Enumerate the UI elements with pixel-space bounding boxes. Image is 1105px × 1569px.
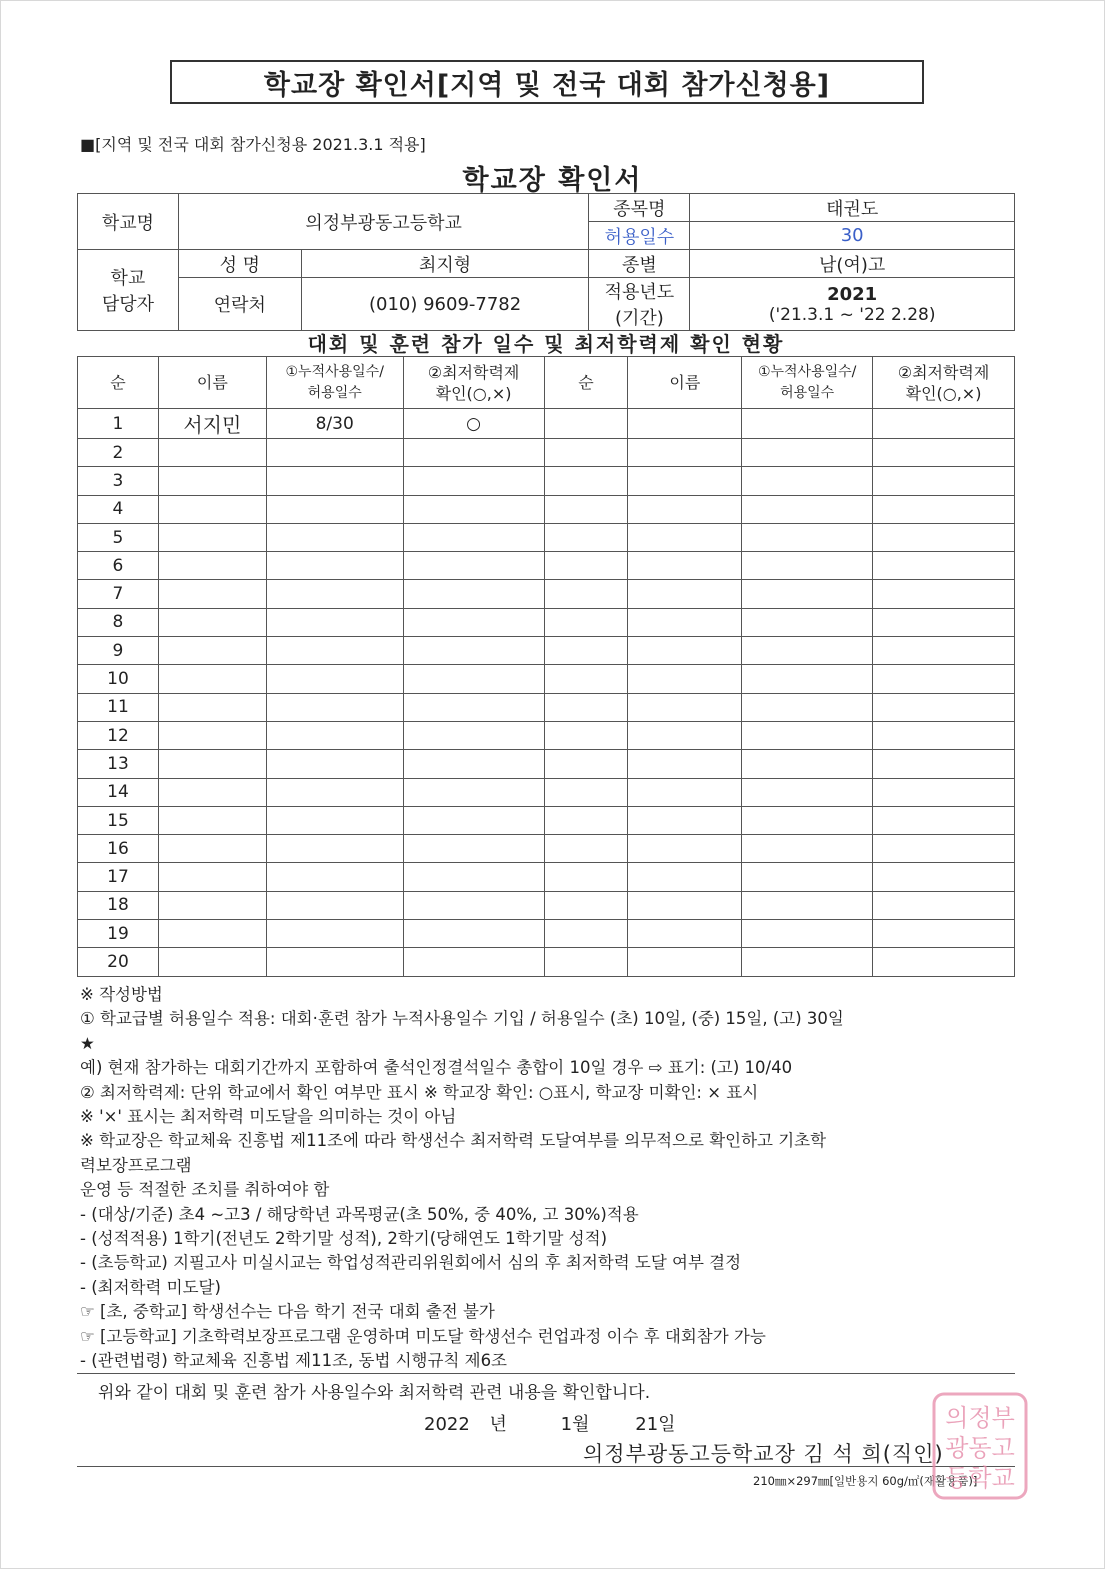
row-academic-check-right [873,552,1015,580]
col-academic-left [403,357,544,409]
period-value: ('21.3.1 ~ '22 2.28) [768,304,936,325]
row-number-right [544,439,628,467]
table-row [78,920,1015,948]
row-number: 19 [78,920,159,948]
row-days-right [742,637,873,665]
row-days [266,750,403,778]
row-days-right [742,439,873,467]
row-name [158,750,266,778]
row-number: 9 [78,637,159,665]
row-number-right [544,948,628,976]
row-name [158,920,266,948]
row-days-right [742,495,873,523]
row-number-right [544,523,628,551]
row-number-right [544,721,628,749]
manager-label-line1: 학교 [110,268,146,289]
col-days-left [266,357,403,409]
instruction-line: 운영 등 적절한 조치를 취하여야 함 [80,1180,330,1200]
allowed-days-label: 허용일수 [589,222,690,250]
row-academic-check [403,721,544,749]
row-number: 4 [78,495,159,523]
row-academic-check-right [873,637,1015,665]
row-academic-check [403,835,544,863]
row-name-right [628,523,742,551]
instruction-line: 예) 현재 참가하는 대회기간까지 포함하여 출석인정결석일수 총합이 10일 경우 ⇨ 표기: (고) 10/40 [80,1058,793,1078]
row-academic-check-right [873,721,1015,749]
table-row [78,439,1015,467]
table-row [78,495,1015,523]
row-number: 6 [78,552,159,580]
row-number: 1 [78,409,159,439]
row-number-right [544,552,628,580]
row-number: 14 [78,778,159,806]
row-number: 10 [78,665,159,693]
row-days [266,580,403,608]
col-name-right: 이름 [628,357,742,409]
row-name [158,523,266,551]
row-academic-check-right [873,750,1015,778]
col-days-right-line1: ①누적사용일수/ [757,363,857,380]
row-academic-check-right [873,495,1015,523]
row-academic-check-right [873,891,1015,919]
table-row [78,467,1015,495]
year-cell [690,278,1015,331]
table-row [78,948,1015,976]
row-days [266,665,403,693]
col-days-left-line2: 허용일수 [307,384,362,401]
row-days-right [742,409,873,439]
row-academic-check [403,778,544,806]
row-academic-check [403,637,544,665]
row-name-right [628,835,742,863]
row-days [266,637,403,665]
row-number: 13 [78,750,159,778]
row-number-right [544,891,628,919]
row-days [266,693,403,721]
signature-date [424,1410,676,1436]
date-year-unit: 년 [489,1414,507,1435]
instruction-line: ② 최저학력제: 단위 학교에서 확인 여부만 표시 ※ 학교장 확인: ○표시, 학교장 미확인: × 표시 [80,1082,759,1102]
row-number: 8 [78,608,159,636]
row-name: 서지민 [158,409,266,439]
row-name-right [628,637,742,665]
row-name [158,608,266,636]
row-academic-check-right [873,608,1015,636]
row-number: 20 [78,948,159,976]
row-days-right [742,665,873,693]
row-number: 12 [78,721,159,749]
contact-value: (010) 9609-7782 [301,278,589,331]
row-days-right [742,608,873,636]
row-number-right [544,778,628,806]
col-days-right-line2: 허용일수 [780,384,835,401]
row-name-right [628,467,742,495]
row-number-right [544,750,628,778]
col-academic-right [873,357,1015,409]
table-row [78,778,1015,806]
row-academic-check-right [873,467,1015,495]
row-name-right [628,693,742,721]
table-row [78,409,1015,439]
table-row [78,693,1015,721]
row-name [158,693,266,721]
row-number-right [544,409,628,439]
row-academic-check [403,552,544,580]
row-name-right [628,863,742,891]
col-name-left: 이름 [158,357,266,409]
row-academic-check-right [873,806,1015,834]
row-academic-check-right [873,948,1015,976]
col-academic-left-line1: ②최저학력제 [427,362,520,382]
participation-table [77,356,1015,977]
row-days-right [742,835,873,863]
year-label [589,278,690,331]
instruction-line: ※ 작성방법 [80,985,163,1004]
row-name-right [628,439,742,467]
year-label-line2: (기간) [614,308,664,329]
row-days: 8/30 [266,409,403,439]
table-row [78,750,1015,778]
document-title: 학교장 확인서 [462,165,643,196]
row-name [158,439,266,467]
row-academic-check [403,863,544,891]
row-academic-check-right [873,778,1015,806]
col-days-left-line1: ①누적사용일수/ [285,363,384,380]
table-row [78,891,1015,919]
instruction-line: - (대상/기준) 초4 ~고3 / 해당학년 과목평균(초 50%, 중 40%, 고 30%)적용 [80,1204,639,1224]
row-number: 16 [78,835,159,863]
name-label: 성 명 [178,250,301,278]
row-days-right [742,750,873,778]
row-name [158,835,266,863]
row-academic-check [403,693,544,721]
col-no-right: 순 [544,357,628,409]
subheading: ■[지역 및 전국 대회 참가신청용 2021.3.1 적용] [80,135,426,154]
school-value: 의정부광동고등학교 [178,194,589,250]
row-days-right [742,580,873,608]
official-seal [930,1390,1030,1502]
col-days-right [742,357,873,409]
row-days-right [742,552,873,580]
row-name [158,806,266,834]
row-number-right [544,637,628,665]
year-label-line1: 적용년도 [604,282,675,303]
instruction-line: ☞ [초, 중학교] 학생선수는 다음 학기 전국 대회 출전 불가 [80,1302,495,1322]
row-number: 11 [78,693,159,721]
instruction-line: ☞ [고등학교] 기초학력보장프로그램 운영하며 미도달 학생선수 런업과정 이수 후 대회참가 가능 [80,1326,766,1346]
row-number-right [544,920,628,948]
paper-spec: 210㎜×297㎜[일반용지 60g/㎡(재활용품)] [753,1474,978,1488]
row-academic-check [403,750,544,778]
row-days-right [742,778,873,806]
row-number-right [544,608,628,636]
row-number: 3 [78,467,159,495]
col-no-left: 순 [78,357,159,409]
row-number: 7 [78,580,159,608]
row-number-right [544,580,628,608]
row-number-right [544,693,628,721]
row-name [158,721,266,749]
instruction-line: - (관련법령) 학교체육 진흥법 제11조, 동법 시행규칙 제6조 [80,1351,507,1371]
row-number-right [544,863,628,891]
row-days-right [742,467,873,495]
row-number-right [544,495,628,523]
row-days-right [742,523,873,551]
row-academic-check [403,948,544,976]
instructions [80,983,1020,1374]
seal-line-1: 의정부 [945,1404,1015,1432]
row-days [266,552,403,580]
section-title: 대회 및 훈련 참가 일수 및 최저학력제 확인 현황 [307,332,785,356]
table-row [78,863,1015,891]
row-days-right [742,863,873,891]
row-name-right [628,580,742,608]
row-number: 2 [78,439,159,467]
row-academic-check [403,439,544,467]
row-days [266,948,403,976]
row-academic-check-right [873,920,1015,948]
row-number-right [544,665,628,693]
date-year: 2022 [424,1414,470,1435]
date-month: 1월 [560,1414,590,1435]
manager-label-line2: 담당자 [101,294,155,315]
row-name-right [628,495,742,523]
header-title: 학교장 확인서[지역 및 전국 대회 참가신청용] [170,60,924,104]
info-table [77,193,1015,331]
row-name-right [628,778,742,806]
confirmation-text: 위와 같이 대회 및 훈련 참가 사용일수와 최저학력 관련 내용을 확인합니다. [98,1383,651,1403]
principal-signature: 의정부광동고등학교장 김 석 희(직인) [583,1442,944,1466]
row-days [266,439,403,467]
row-academic-check [403,891,544,919]
seal-line-3: 등학교 [945,1464,1015,1492]
row-days [266,721,403,749]
seal-line-2: 광동고 [945,1434,1015,1462]
gender-value: 남(여)고 [690,250,1015,278]
row-days-right [742,948,873,976]
instruction-line: 력보장프로그램 [80,1155,192,1175]
row-name-right [628,552,742,580]
row-number-right [544,806,628,834]
row-academic-check-right [873,863,1015,891]
row-academic-check [403,806,544,834]
row-academic-check-right [873,523,1015,551]
col-academic-left-line2: 확인(○,×) [435,383,512,403]
table-row [78,580,1015,608]
row-days-right [742,693,873,721]
row-academic-check [403,608,544,636]
row-academic-check-right [873,439,1015,467]
row-academic-check [403,920,544,948]
row-academic-check [403,665,544,693]
row-name [158,467,266,495]
row-name-right [628,608,742,636]
row-academic-check [403,495,544,523]
instruction-line: - (초등학교) 지필고사 미실시교는 학업성적관리위원회에서 심의 후 최저학력 도달 여부 결정 [80,1253,742,1273]
row-name [158,580,266,608]
table-row [78,608,1015,636]
row-name [158,778,266,806]
divider-top [77,1373,1015,1374]
row-academic-check-right [873,835,1015,863]
row-days [266,778,403,806]
row-academic-check-right [873,580,1015,608]
table-row [78,806,1015,834]
row-days [266,920,403,948]
instruction-line: ★ [80,1033,95,1053]
row-number: 18 [78,891,159,919]
row-name-right [628,920,742,948]
allowed-days-value: 30 [690,222,1015,250]
row-days [266,835,403,863]
row-academic-check [403,580,544,608]
row-days-right [742,920,873,948]
row-name [158,891,266,919]
table-row [78,523,1015,551]
row-name [158,665,266,693]
instruction-line: ※ '×' 표시는 최저학력 미도달을 의미하는 것이 아님 [80,1107,457,1127]
col-academic-right-line2: 확인(○,×) [905,383,982,403]
row-days [266,608,403,636]
row-number-right [544,467,628,495]
row-days [266,806,403,834]
school-label: 학교명 [78,194,179,250]
contact-label: 연락처 [178,278,301,331]
row-academic-check [403,467,544,495]
gender-label: 종별 [589,250,690,278]
table-row [78,552,1015,580]
row-days-right [742,891,873,919]
row-name-right [628,806,742,834]
row-name [158,948,266,976]
instruction-line: - (최저학력 미도달) [80,1277,221,1297]
row-days [266,495,403,523]
row-number-right [544,835,628,863]
date-day: 21일 [635,1414,676,1435]
event-label: 종목명 [589,194,690,222]
row-name [158,495,266,523]
row-name-right [628,721,742,749]
year-value: 2021 [827,283,878,305]
row-number: 5 [78,523,159,551]
row-academic-check-right [873,409,1015,439]
row-number: 15 [78,806,159,834]
row-days-right [742,806,873,834]
row-academic-check-right [873,693,1015,721]
row-days-right [742,721,873,749]
row-name-right [628,665,742,693]
event-value: 태권도 [690,194,1015,222]
row-name-right [628,750,742,778]
row-days [266,891,403,919]
col-academic-right-line1: ②최저학력제 [897,362,990,382]
instruction-line: ① 학교급별 허용일수 적용: 대회·훈련 참가 누적사용일수 기입 / 허용일수 (초) 10일, (중) 15일, (고) 30일 [80,1009,844,1029]
row-name [158,637,266,665]
table-row [78,637,1015,665]
table-row [78,721,1015,749]
divider-bottom [77,1466,1015,1467]
manager-label [78,250,179,331]
table-row [78,835,1015,863]
table-row [78,665,1015,693]
instruction-line: - (성적적용) 1학기(전년도 2학기말 성적), 2학기(당해연도 1학기말 성적) [80,1229,608,1249]
row-name-right [628,891,742,919]
row-academic-check: ○ [403,409,544,439]
row-name [158,863,266,891]
row-academic-check-right [873,665,1015,693]
row-name-right [628,409,742,439]
row-name [158,552,266,580]
row-days [266,467,403,495]
row-days [266,863,403,891]
instruction-line: ※ 학교장은 학교체육 진흥법 제11조에 따라 학생선수 최저학력 도달여부를 의무적으로 확인하고 기초학 [80,1131,827,1151]
row-days [266,523,403,551]
row-name-right [628,948,742,976]
row-academic-check [403,523,544,551]
row-number: 17 [78,863,159,891]
name-value: 최지형 [301,250,589,278]
